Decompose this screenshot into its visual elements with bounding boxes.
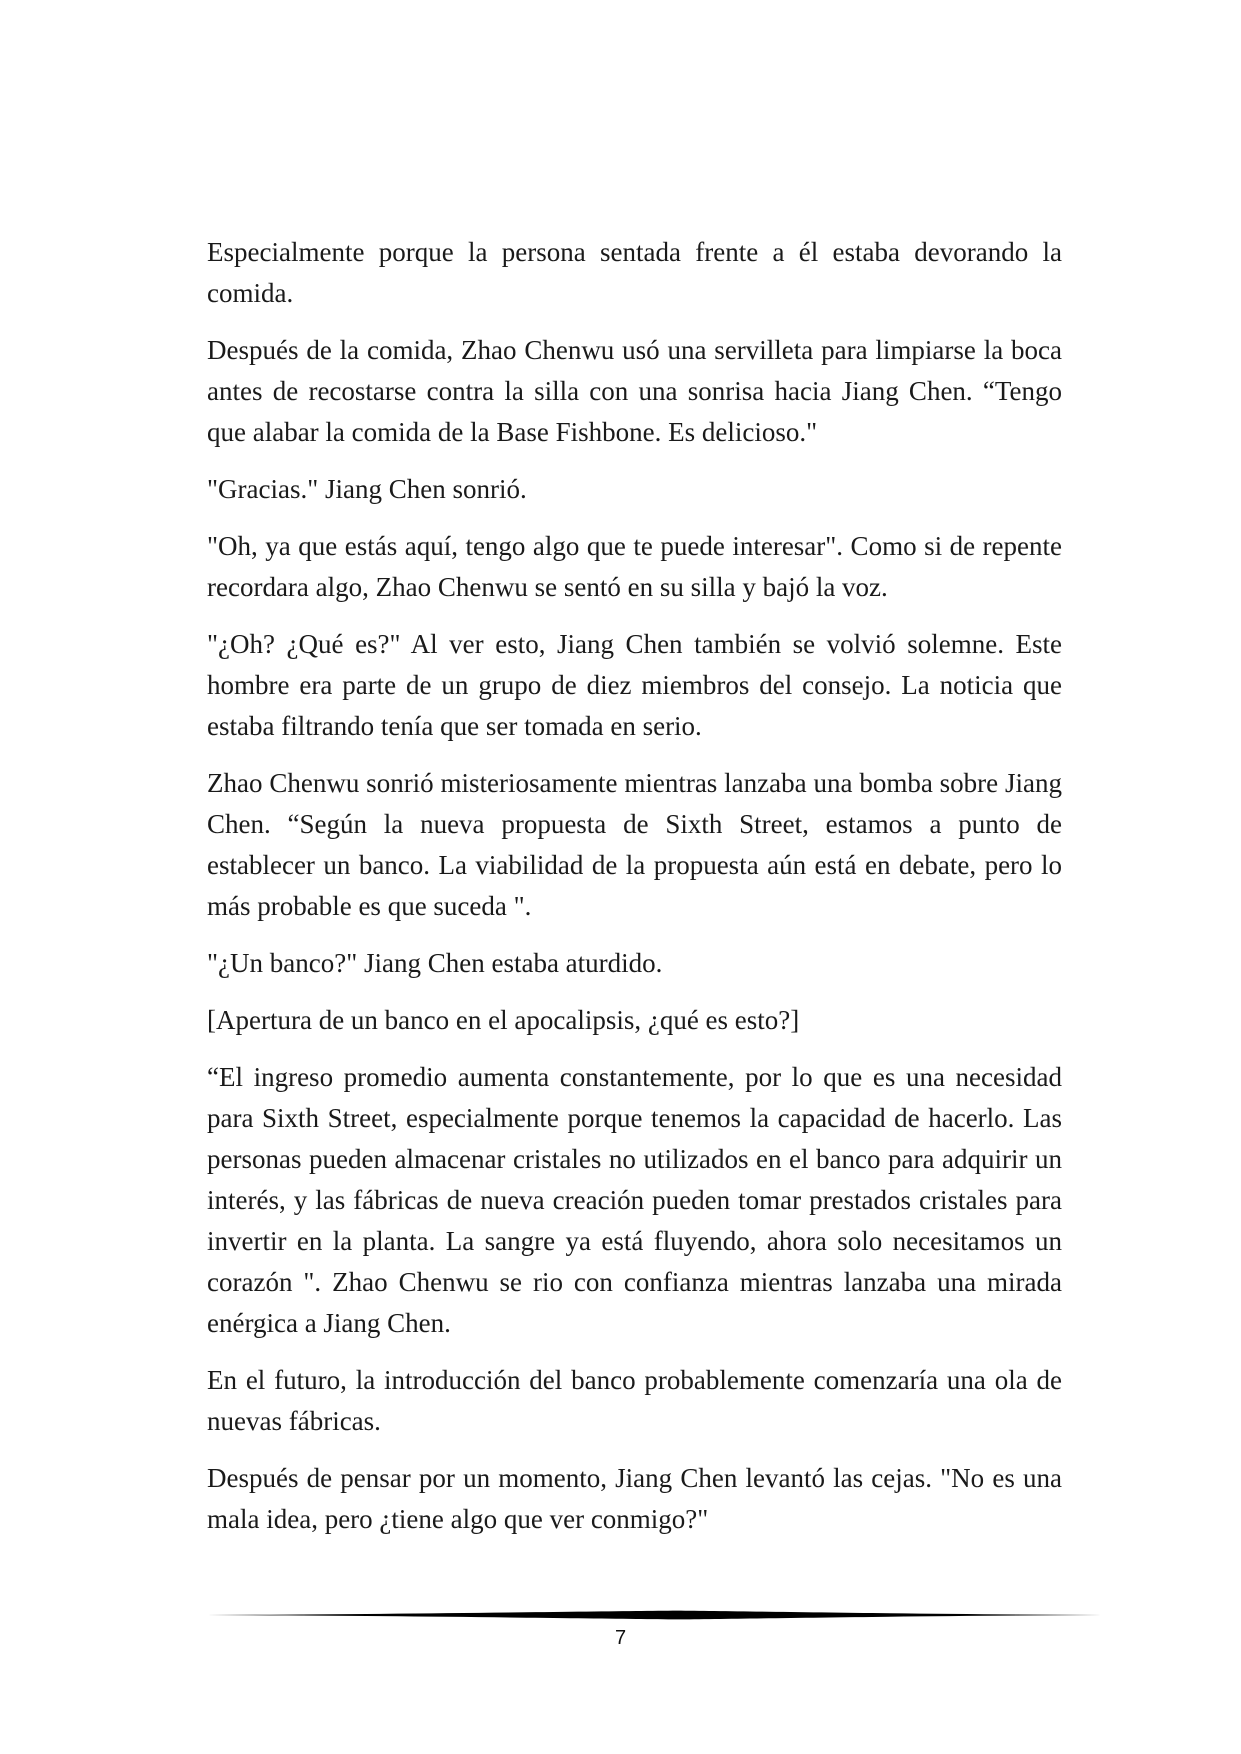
paragraph-3: "Gracias." Jiang Chen sonrió.	[207, 474, 527, 504]
paragraph-9: “El ingreso promedio aumenta constantemente, por lo que es una necesidad para Sixth Street, especialmente porque tenemos la capacidad de hacerlo. Las personas pueden almacenar cristales no utilizados en el banco para adquirir un interés, y las fábricas de nueva creación pueden tomar prestados cristales para invertir en la planta. La sangre ya está fluyendo, ahora solo necesitamos un corazón ". Zhao Chenwu se rio con confianza mientras lanzaba una mirada enérgica a Jiang Chen.	[207, 1062, 1062, 1338]
paragraph-11: Después de pensar por un momento, Jiang Chen levantó las cejas. "No es una mala idea, pero ¿tiene algo que ver conmigo?"	[207, 1463, 1062, 1534]
paragraph-1: Especialmente porque la persona sentada frente a él estaba devorando la comida.	[207, 237, 1062, 308]
footer-divider	[207, 1608, 1102, 1622]
paragraph-4: "Oh, ya que estás aquí, tengo algo que te puede interesar". Como si de repente recordara algo, Zhao Chenwu se sentó en su silla y bajó la voz.	[207, 531, 1062, 602]
paragraph-5: "¿Oh? ¿Qué es?" Al ver esto, Jiang Chen también se volvió solemne. Este hombre era parte de un grupo de diez miembros del consejo. La noticia que estaba filtrando tenía que ser tomada en serio.	[207, 629, 1062, 741]
paragraph-6: Zhao Chenwu sonrió misteriosamente mientras lanzaba una bomba sobre Jiang Chen. “Según la nueva propuesta de Sixth Street, estamos a punto de establecer un banco. La viabilidad de la propuesta aún está en debate, pero lo más probable es que suceda ".	[207, 768, 1062, 921]
paragraph-10: En el futuro, la introducción del banco probablemente comenzaría una ola de nuevas fábricas.	[207, 1365, 1062, 1436]
paragraph-2: Después de la comida, Zhao Chenwu usó una servilleta para limpiarse la boca antes de recostarse contra la silla con una sonrisa hacia Jiang Chen. “Tengo que alabar la comida de la Base Fishbone. Es delicioso."	[207, 335, 1062, 447]
paragraph-7: "¿Un banco?" Jiang Chen estaba aturdido.	[207, 948, 663, 978]
page-number: 7	[614, 1627, 627, 1649]
body-text	[207, 232, 1062, 1556]
paragraph-8: [Apertura de un banco en el apocalipsis, ¿qué es esto?]	[207, 1005, 800, 1035]
